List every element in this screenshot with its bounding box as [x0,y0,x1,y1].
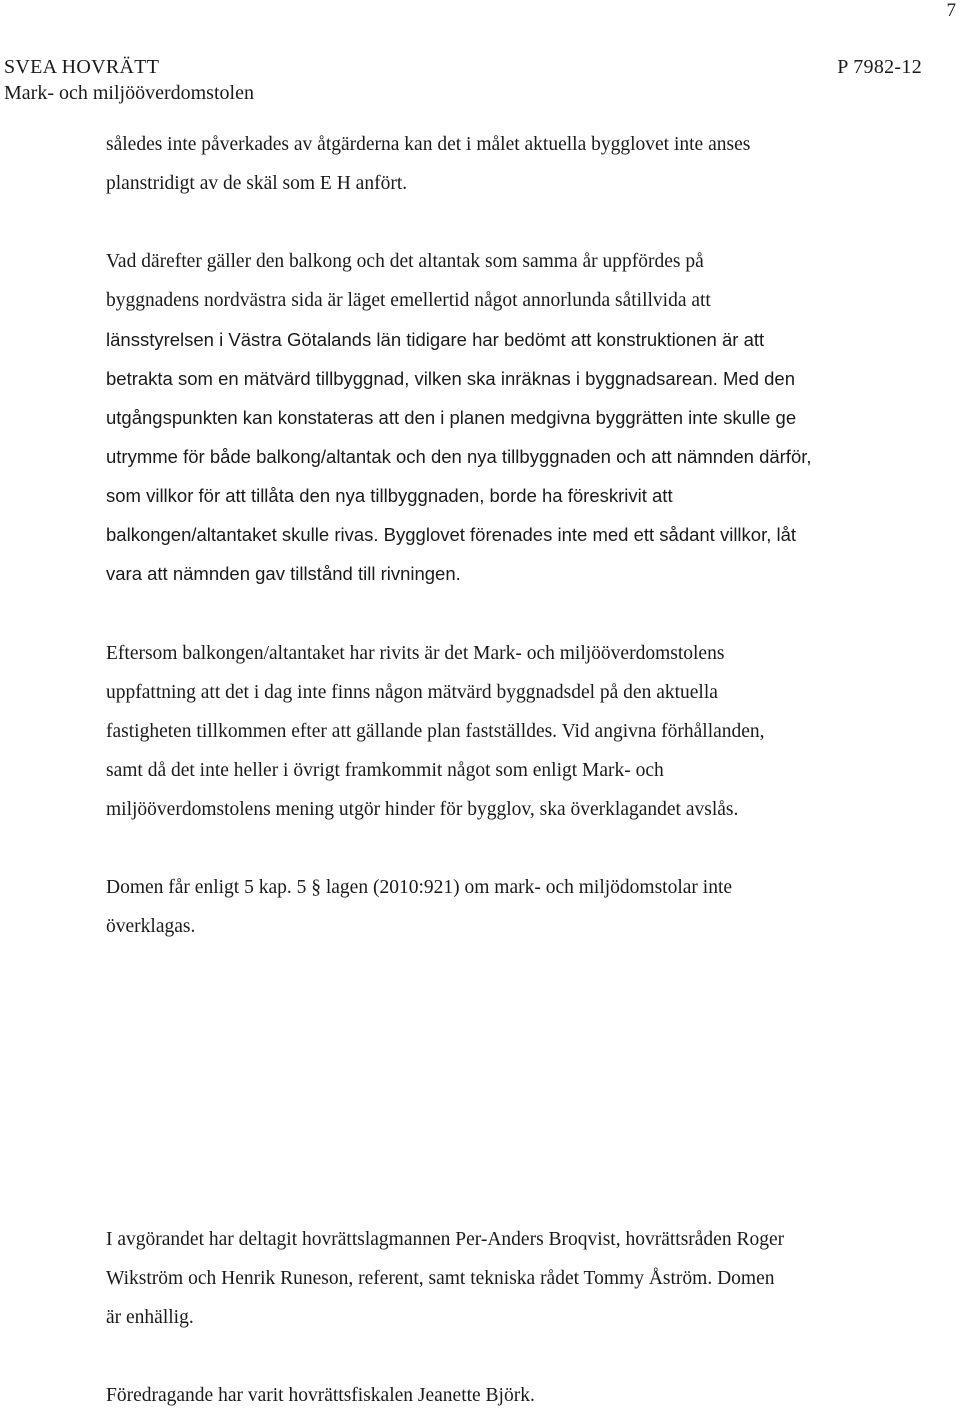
paragraph-line: miljööverdomstolens mening utgör hinder för bygglov, ska överklagandet avslås. [106,799,739,820]
paragraph-line: länsstyrelsen i Västra Götalands län tidigare har bedömt att konstruktionen är att [106,329,765,350]
paragraph-line: byggnadens nordvästra sida är läget emellertid något annorlunda såtillvida att [106,290,711,311]
paragraph-line: Domen får enligt 5 kap. 5 § lagen (2010:921) om mark- och miljödomstolar inte [106,877,733,898]
paragraph-line: Föredragande har varit hovrättsfiskalen Jeanette Björk. [106,1385,535,1406]
paragraph-line: fastigheten tillkommen efter att gällande plan fastställdes. Vid angivna förhållanden, [106,721,765,742]
paragraph-line: I avgörandet har deltagit hovrättslagmannen Per-Anders Broqvist, hovrättsråden Roger [106,1229,785,1250]
paragraph-line: samt då det inte heller i övrigt framkommit något som enligt Mark- och [106,760,664,781]
paragraph-5 [106,1220,906,1337]
paragraph-6 [106,1376,906,1415]
paragraph-line: utrymme för både balkong/altantak och den nya tillbyggnaden och att nämnden därför, [106,446,812,467]
paragraph-2 [106,242,906,593]
paragraph-1 [106,125,906,203]
paragraph-line: således inte påverkades av åtgärderna kan det i målet aktuella bygglovet inte anses [106,134,751,155]
paragraph-line: överklagas. [106,916,196,937]
paragraph-line: Vad därefter gäller den balkong och det altantak som samma år uppfördes på [106,251,704,272]
paragraph-line: är enhällig. [106,1307,194,1328]
paragraph-line: planstridigt av de skäl som E H anfört. [106,173,408,194]
paragraph-4 [106,868,906,946]
court-division: Mark- och miljööverdomstolen [4,82,254,104]
court-name: SVEA HOVRÄTT [4,56,160,78]
paragraph-line: uppfattning att det i dag inte finns någon mätvärd byggnadsdel på den aktuella [106,682,718,703]
paragraph-line: vara att nämnden gav tillstånd till rivningen. [106,563,461,584]
paragraph-3 [106,634,906,829]
paragraph-line: Eftersom balkongen/altantaket har rivits är det Mark- och miljööverdomstolens [106,643,725,664]
case-number: P 7982-12 [837,56,922,78]
paragraph-line: Wikström och Henrik Runeson, referent, samt tekniska rådet Tommy Åström. Domen [106,1268,775,1289]
paragraph-line: som villkor för att tillåta den nya tillbyggnaden, borde ha föreskrivit att [106,485,673,506]
paragraph-line: utgångspunkten kan konstateras att den i planen medgivna byggrätten inte skulle ge [106,407,797,428]
page-number: 7 [946,0,956,21]
paragraph-line: balkongen/altantaket skulle rivas. Bygglovet förenades inte med ett sådant villkor, låt [106,524,797,545]
paragraph-line: betrakta som en mätvärd tillbyggnad, vilken ska inräknas i byggnadsarean. Med den [106,368,795,389]
